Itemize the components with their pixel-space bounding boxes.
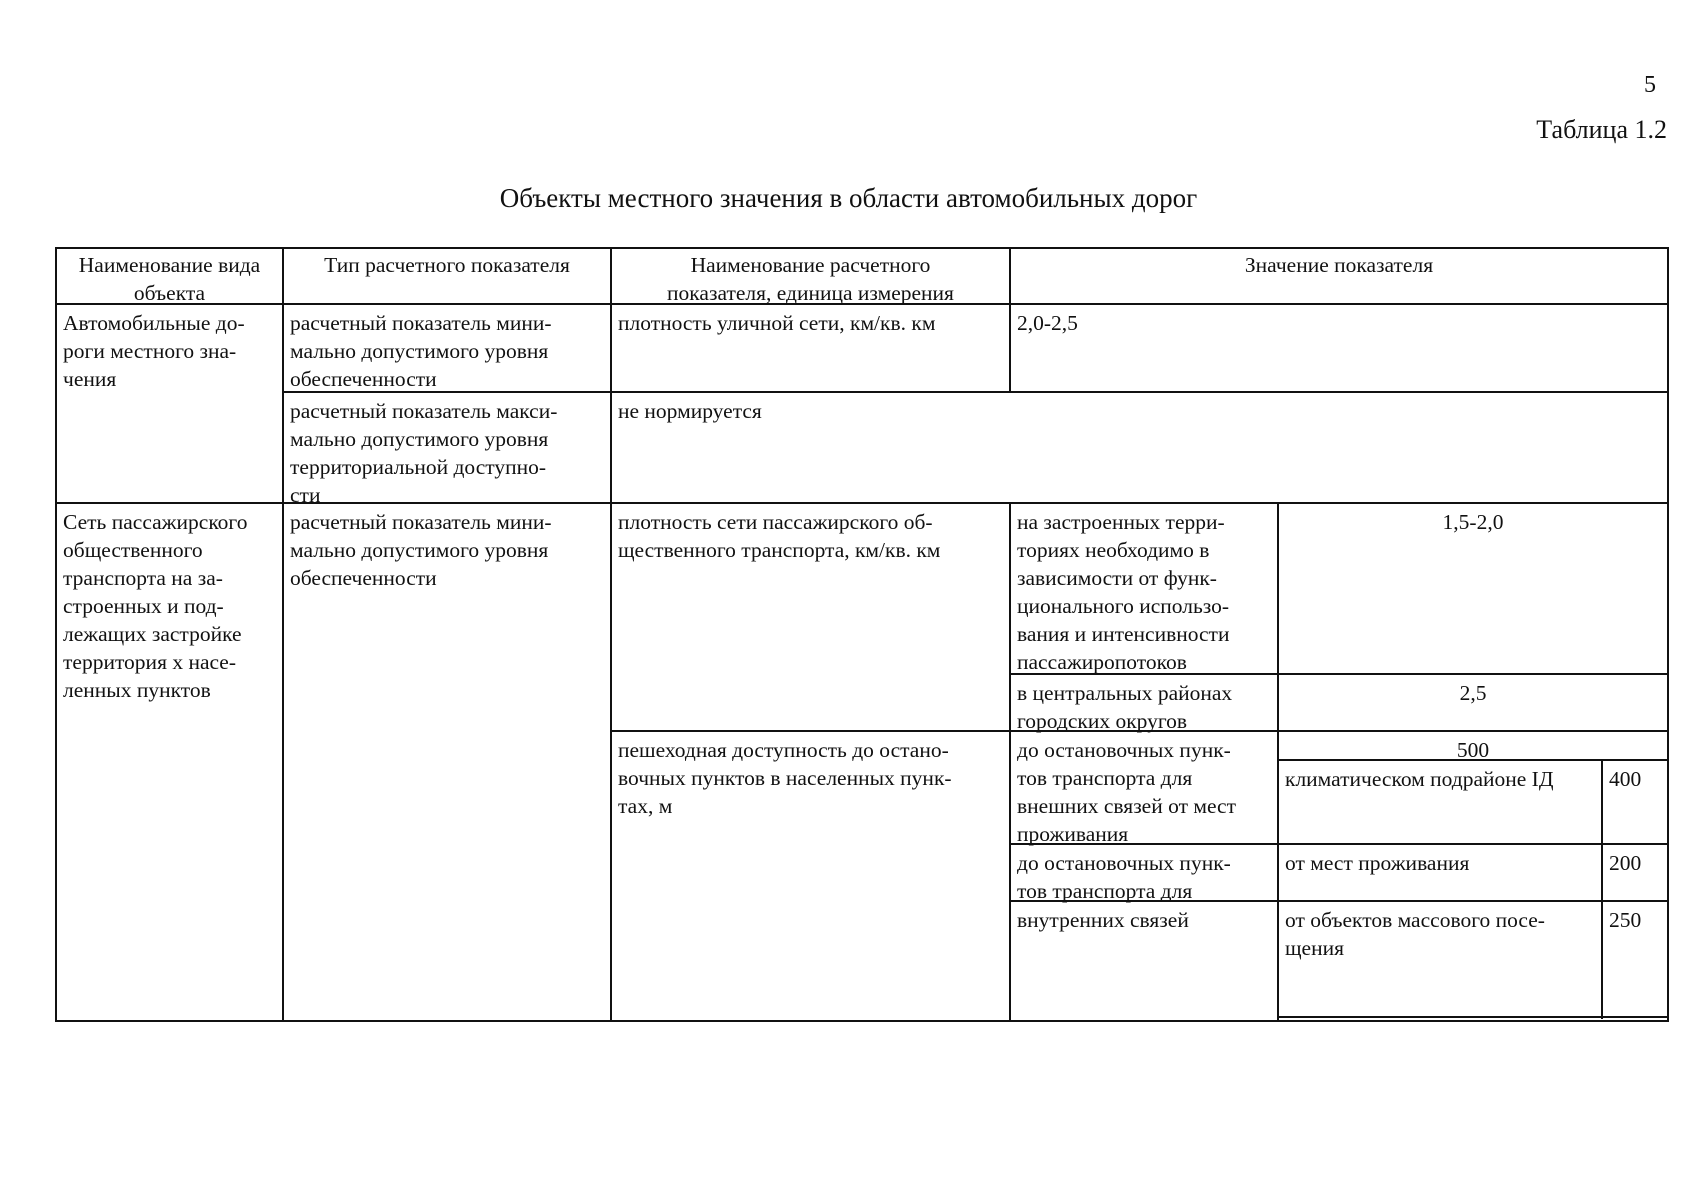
document-title: Объекты местного значения в области автомобильных дорог	[499, 183, 1198, 213]
row-divider	[1277, 1016, 1669, 1018]
indicator-type-min-2: расчетный показатель мини- мально допустимого уровня обеспеченности	[290, 510, 552, 590]
indicator-name-street-density: плотность уличной сети, км/кв. км	[618, 311, 936, 335]
condition-internal-links: до остановочных пунк- тов транспорта для	[1017, 851, 1231, 903]
indicator-name-transport-density: плотность сети пассажирского об- щественного транспорта, км/кв. км	[618, 510, 941, 562]
condition-built-territories: на застроенных терри- ториях необходимо в зависимости от функ- ционального использо- вания и интенсивности пассажиропотоков	[1017, 510, 1230, 674]
column-divider	[1601, 760, 1603, 1019]
residence-label: от мест проживания	[1285, 851, 1470, 875]
header-indicator-type: Тип расчетного показателя	[324, 253, 570, 277]
climate-subdistrict-value: 400	[1609, 767, 1642, 791]
value-central-districts: 2,5	[1459, 681, 1487, 705]
header-value: Значение показателя	[1244, 253, 1434, 277]
condition-internal-links-cont: внутренних связей	[1017, 908, 1189, 932]
indicator-type-min: расчетный показатель мини- мально допустимого уровня обеспеченности	[290, 311, 552, 391]
header-indicator-name: Наименование расчетного показателя, единица измерения	[667, 253, 954, 305]
indicator-type-max: расчетный показатель макси- мально допустимого уровня территориальной доступно- сти	[290, 399, 558, 507]
value-built-territories: 1,5-2,0	[1442, 510, 1504, 534]
indicator-name-walking-access: пешеходная доступность до остано- вочных пунктов в населенных пунк- тах, м	[618, 738, 952, 818]
value-street-density: 2,0-2,5	[1017, 311, 1078, 335]
table-border-right	[1667, 247, 1669, 1021]
climate-subdistrict-label: климатическом подрайоне IД	[1285, 767, 1554, 791]
column-divider	[610, 247, 612, 1021]
object-public-transport: Сеть пассажирского общественного транспорта на за- строенных и под- лежащих застройке территория х насе- ленных пунктов	[63, 510, 248, 702]
mass-visit-value: 250	[1609, 908, 1642, 932]
residence-value: 200	[1609, 851, 1642, 875]
not-normalized-note: не нормируется	[618, 399, 762, 423]
table-border-bottom	[55, 1020, 1669, 1022]
condition-external-links: до остановочных пунк- тов транспорта для внешних связей от мест проживания	[1017, 738, 1236, 846]
value-external-links: 500	[1456, 738, 1490, 762]
table-label: Таблица 1.2	[1536, 115, 1667, 144]
mass-visit-label: от объектов массового посе- щения	[1285, 908, 1545, 960]
object-roads: Автомобильные до- роги местного зна- чения	[63, 311, 245, 391]
page-number: 5	[1644, 72, 1656, 98]
header-object-type: Наименование вида объекта	[78, 253, 261, 305]
condition-central-districts: в центральных районах городских округов	[1017, 681, 1233, 733]
